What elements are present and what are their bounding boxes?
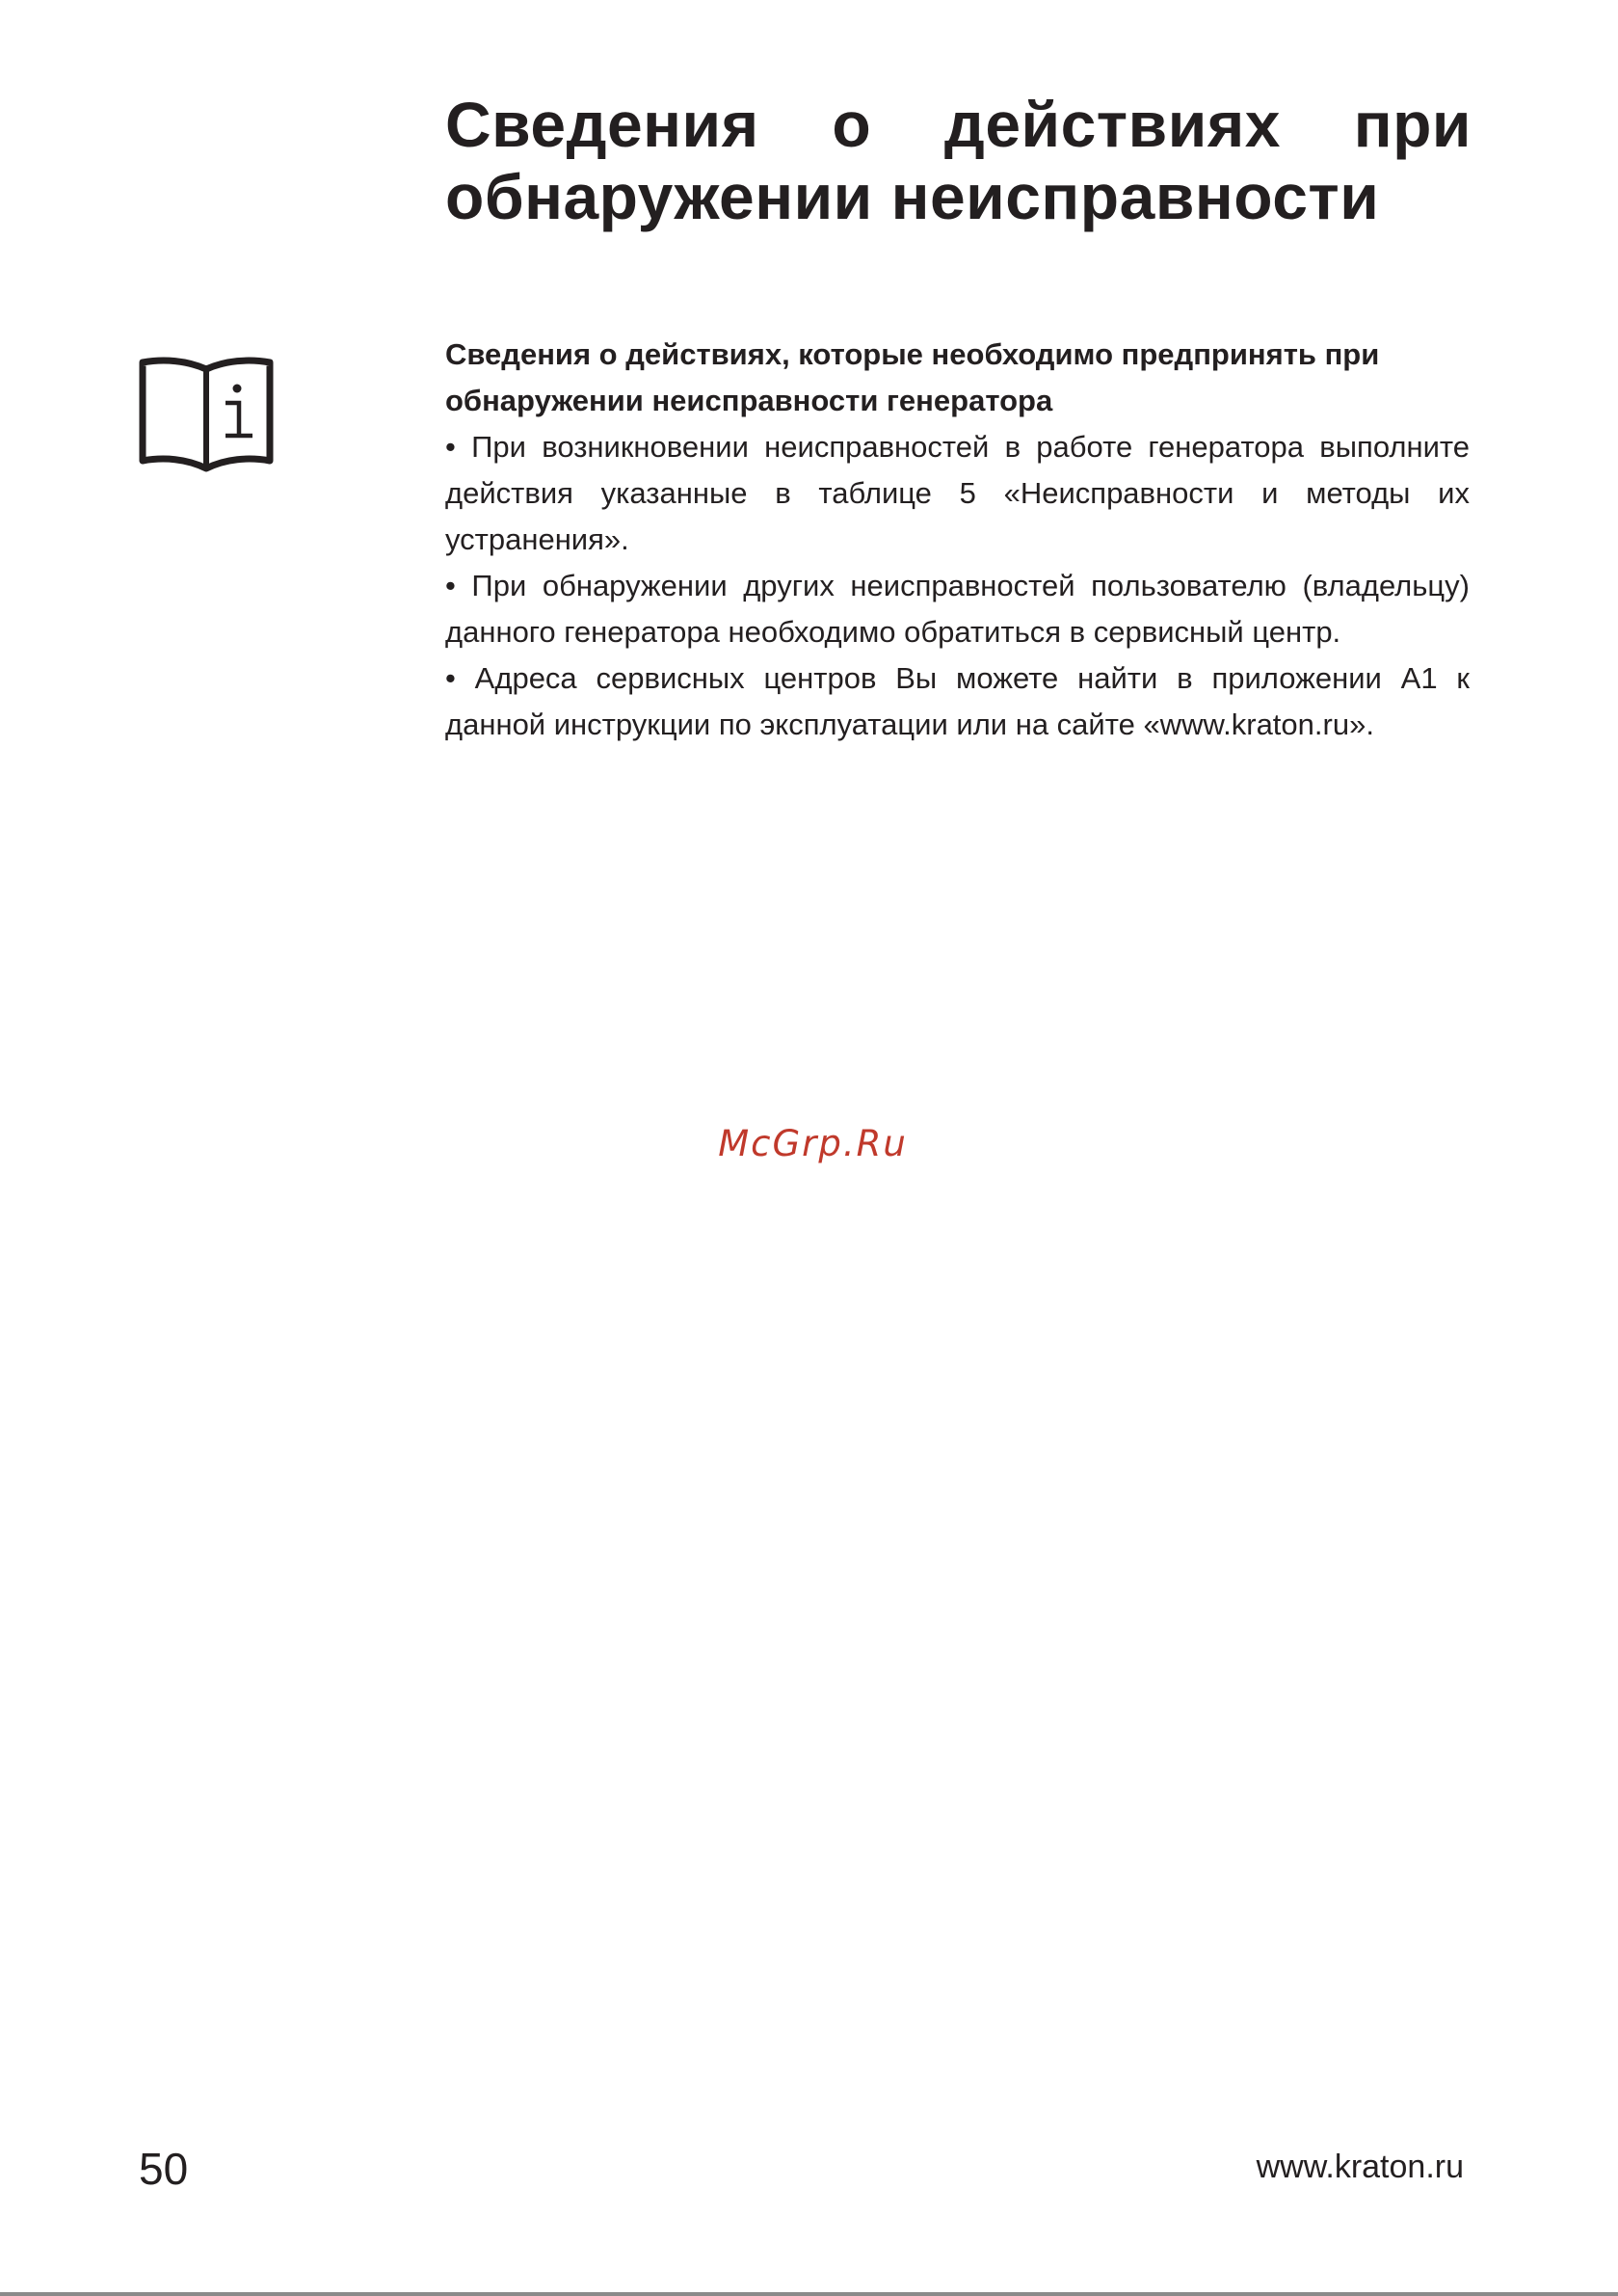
open-book-info-icon [139, 357, 274, 476]
bullet-item: • При обнаружении других неисправностей пользователю (владельцу) данного генератора необходимо обратиться в сервисный центр. [445, 569, 1470, 649]
watermark: McGrp.Ru [718, 1123, 908, 1164]
section-heading: Сведения о действиях, которые необходимо предпринять при обнаружении неисправности генератора [445, 337, 1380, 417]
bullet-item: • При возникновении неисправностей в работе генератора выполните действия указанные в таблице 5 «Неисправности и методы их устранения». [445, 430, 1470, 556]
page-number: 50 [139, 2144, 189, 2194]
bottom-divider [0, 2292, 1618, 2296]
page-title: Сведения о действиях при обнаружении неисправности [445, 89, 1472, 232]
bullet-item: • Адреса сервисных центров Вы можете найти в приложении А1 к данной инструкции по эксплуатации или на сайте «www.kraton.ru». [445, 661, 1470, 741]
footer-url: www.kraton.ru [1256, 2149, 1464, 2185]
malfunction-actions-section [445, 332, 1470, 748]
